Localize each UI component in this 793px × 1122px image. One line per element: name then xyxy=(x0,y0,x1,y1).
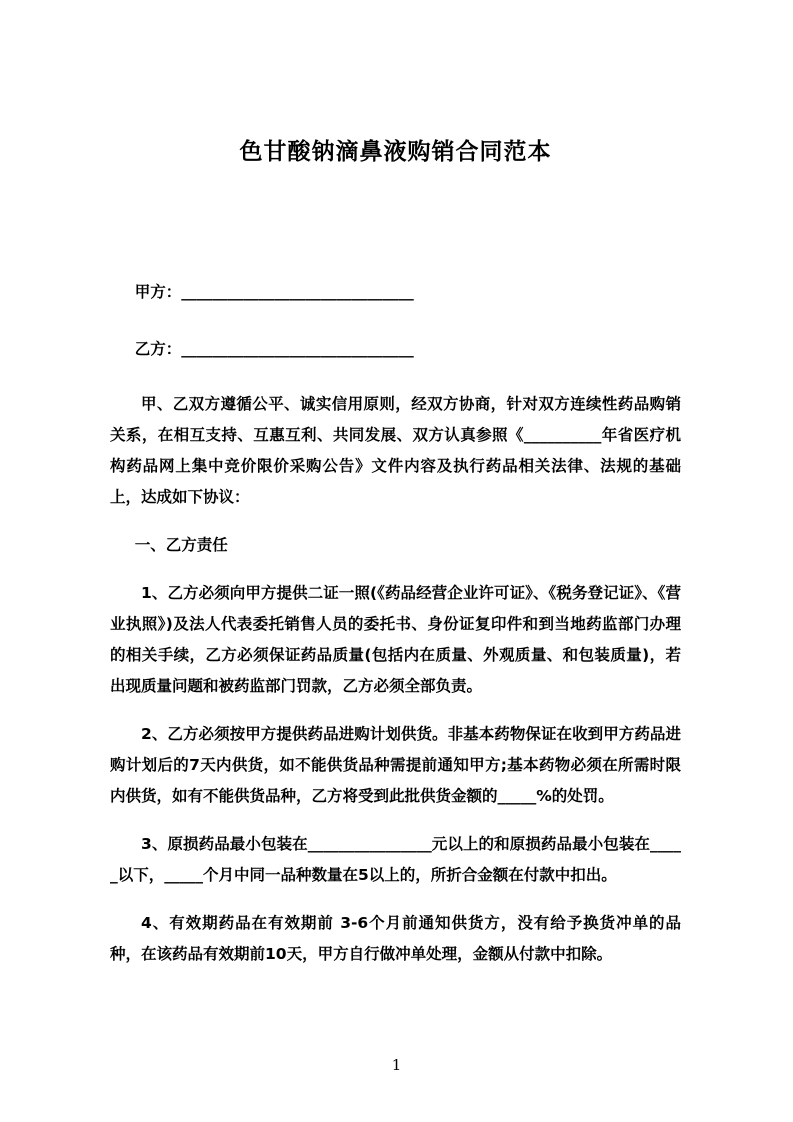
party-a-line: 甲方：______________________________ xyxy=(134,282,414,301)
intro-paragraph: 甲、乙双方遵循公平、诚实信用原则，经双方协商，针对双方连续性药品购销关系，在相互支持、互惠互利、共同发展、双方认真参照《__________年省医疗机构药品网上集中竞价限价采购公告》文件内容及执行药品相关法律、法规的基础上，达成如下协议： xyxy=(110,394,681,506)
page-number: 1 xyxy=(391,1056,402,1074)
clause-2: 2、乙方必须按甲方提供药品进购计划供货。非基本药物保证在收到甲方药品进购计划后的7天内供货，如不能供货品种需提前通知甲方;基本药物必须在所需时限内供货，如有不能供货品种，乙方将受到此批供货金额的_____%的处罚。 xyxy=(110,724,681,805)
clause-1: 1、乙方必须向甲方提供二证一照(《药品经营企业许可证》、《税务登记证》、《营业执照》)及法人代表委托销售人员的委托书、身份证复印件和到当地药监部门办理的相关手续，乙方必须保证药品质量(包括内在质量、外观质量、和包装质量)，若出现质量问题和被药监部门罚款，乙方必须全部负责。 xyxy=(110,583,681,695)
document-title: 色甘酸钠滴鼻液购销合同范本 xyxy=(239,139,552,165)
section-heading-party-b-responsibilities: 一、乙方责任 xyxy=(134,535,228,554)
party-b-line: 乙方：______________________________ xyxy=(134,339,414,358)
clause-4: 4、有效期药品在有效期前 3-6个月前通知供货方，没有给予换货冲单的品种，在该药品有效期前10天，甲方自行做冲单处理，金额从付款中扣除。 xyxy=(110,913,681,963)
clause-3: 3、原损药品最小包装在________________元以上的和原损药品最小包装在_____以下，_____个月中同一品种数量在5以上的，所折合金额在付款中扣出。 xyxy=(110,834,681,884)
